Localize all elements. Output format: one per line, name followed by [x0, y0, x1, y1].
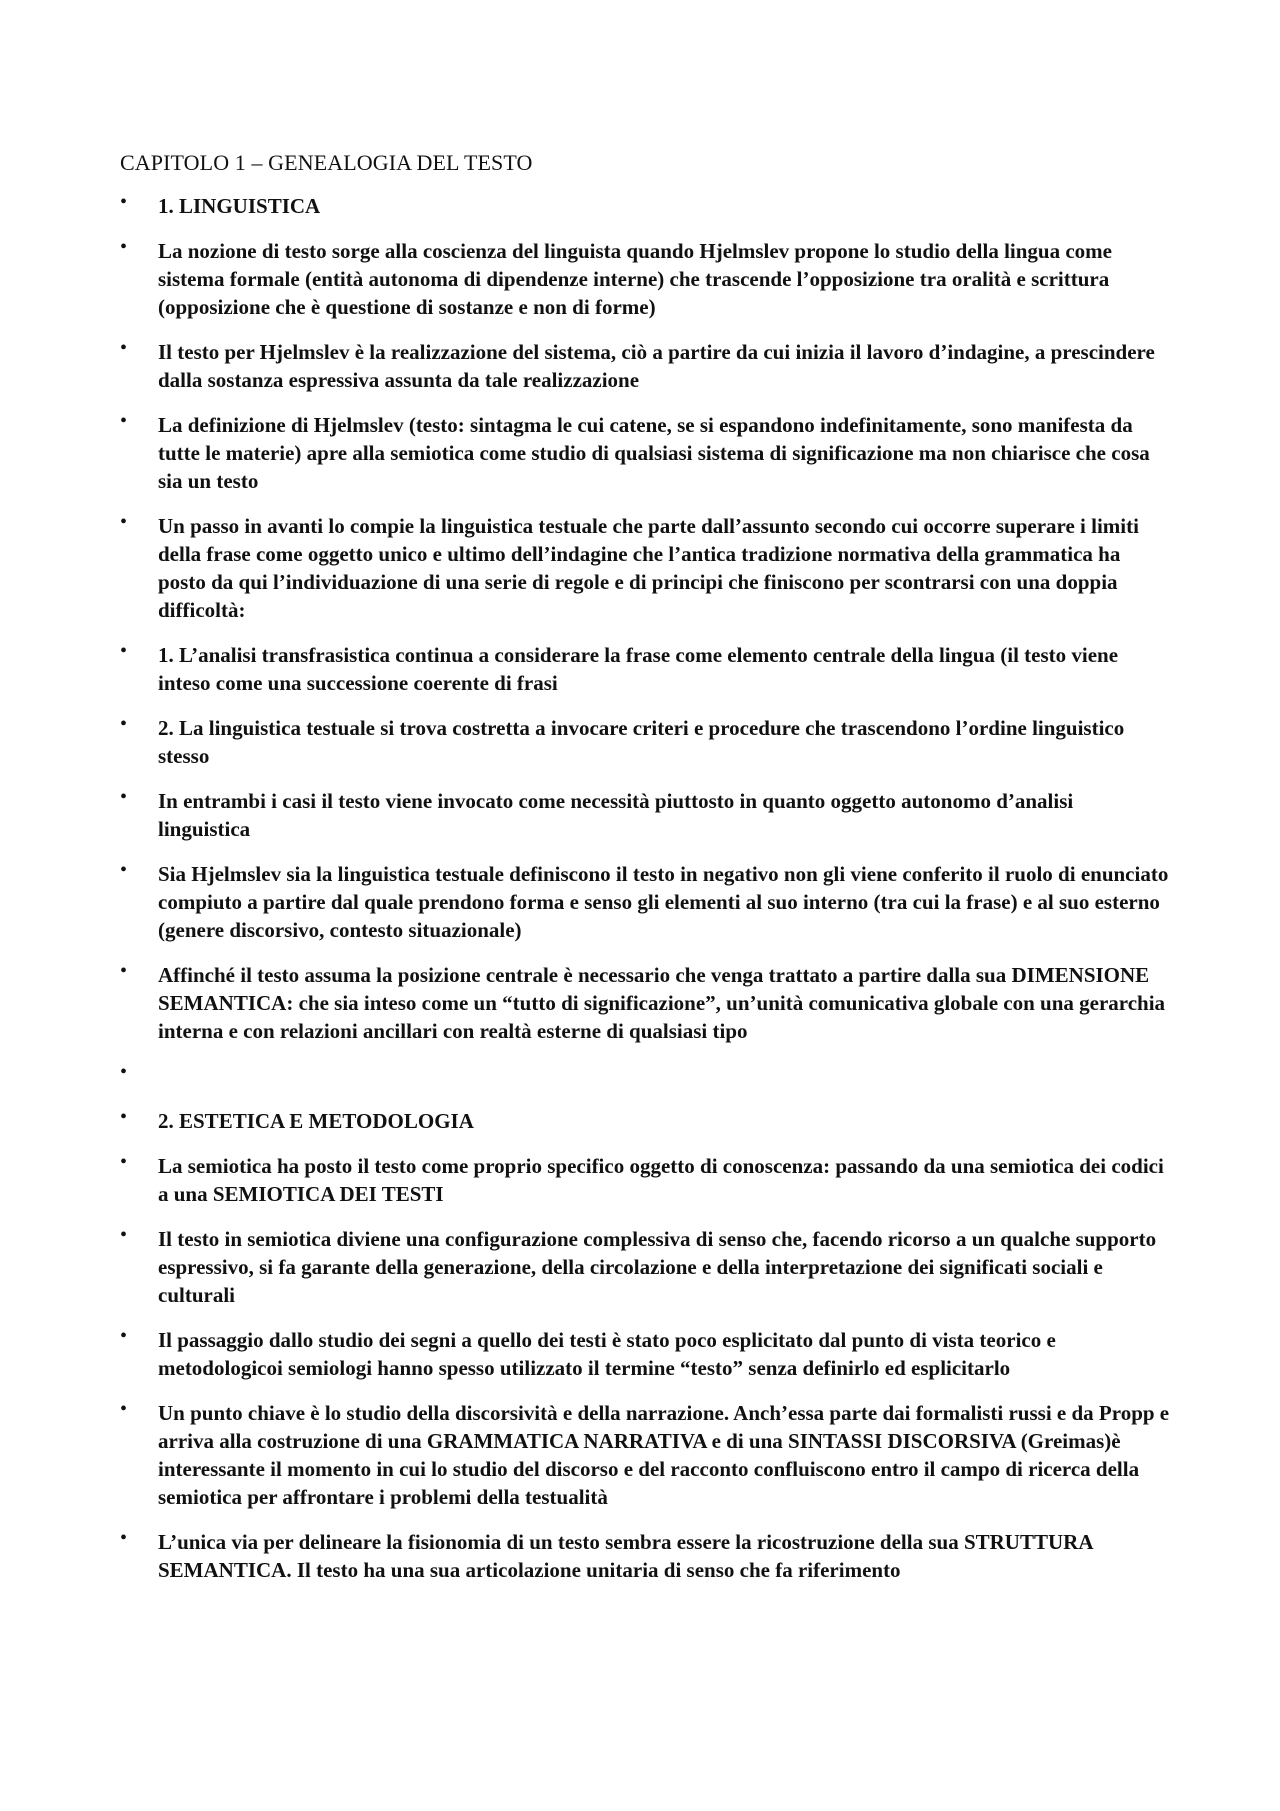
- list-item-text: L’unica via per delineare la fisionomia di un testo sembra essere la ricostruzione della sua STRUTTURA SEMANTICA. Il testo ha una sua articolazione unitaria di senso che fa riferimento: [158, 1530, 1093, 1582]
- list-item-text: La nozione di testo sorge alla coscienza del linguista quando Hjelmslev propone lo studio della lingua come sistema formale (entità autonoma di dipendenze interne) che trascende l’opposizione tra oralità e scrittura (opposizione che è questione di sostanze e non di forme): [158, 239, 1112, 319]
- bullet-icon: •: [120, 236, 128, 258]
- list-item: [120, 961, 1170, 1045]
- bullet-icon: •: [120, 1527, 128, 1549]
- list-item-text: 2. La linguistica testuale si trova costretta a invocare criteri e procedure che trascendono l’ordine linguistico stesso: [158, 716, 1125, 768]
- list-item: [120, 641, 1170, 697]
- list-item: [120, 1062, 1170, 1090]
- bullet-icon: •: [120, 859, 128, 881]
- list-item-text: In entrambi i casi il testo viene invocato come necessità piuttosto in quanto oggetto autonomo d’analisi linguistica: [158, 789, 1074, 841]
- chapter-title: CAPITOLO 1 – GENEALOGIA DEL TESTO: [120, 150, 533, 175]
- list-item-text: Un punto chiave è lo studio della discorsività e della narrazione. Anch’essa parte dai formalisti russi e da Propp e arriva alla costruzione di una GRAMMATICA NARRATIVA e di una SINTASSI DISCORSIVA (Greimas)è interessante il momento in cui lo studio del discorso e del racconto confluiscono entro il campo di ricerca della semiotica per affrontare i problemi della testualità: [158, 1401, 1170, 1509]
- bullet-icon: •: [120, 786, 128, 808]
- bullet-icon: •: [120, 1398, 128, 1420]
- list-item: [120, 714, 1170, 770]
- bullet-icon: •: [120, 960, 128, 982]
- bullet-icon: •: [120, 713, 128, 735]
- list-item-text: Sia Hjelmslev sia la linguistica testuale definiscono il testo in negativo non gli viene conferito il ruolo di enunciato compiuto a partire dal quale prendono forma e senso gli elementi al suo interno (tra cui la frase) e al suo esterno (genere discorsivo, contesto situazionale): [158, 862, 1169, 942]
- list-item: [120, 1399, 1170, 1511]
- list-item: [120, 1326, 1170, 1382]
- list-item-text: Affinché il testo assuma la posizione centrale è necessario che venga trattato a partire dalla sua DIMENSIONE SEMANTICA: che sia inteso come un “tutto di significazione”, un’unità comunicativa globale con una gerarchia interna e con relazioni ancillari con realtà esterne di qualsiasi tipo: [158, 963, 1166, 1043]
- bullet-icon: •: [120, 640, 128, 662]
- list-item-text: Il testo per Hjelmslev è la realizzazione del sistema, ciò a partire da cui inizia il lavoro d’indagine, a prescindere dalla sostanza espressiva assunta da tale realizzazione: [158, 340, 1155, 392]
- list-item: [120, 1528, 1170, 1584]
- list-item: [120, 192, 1170, 220]
- list-item: [120, 338, 1170, 394]
- document-page: [120, 148, 1170, 1601]
- list-item: [120, 1107, 1170, 1135]
- list-item: [120, 787, 1170, 843]
- list-item-text: 2. ESTETICA E METODOLOGIA: [158, 1109, 474, 1133]
- list-item: [120, 860, 1170, 944]
- bullet-icon: •: [120, 1224, 128, 1246]
- bullet-icon: •: [120, 1151, 128, 1173]
- list-item-text: 1. L’analisi transfrasistica continua a considerare la frase come elemento centrale della lingua (il testo viene inteso come una successione coerente di frasi: [158, 643, 1119, 695]
- bullet-list: [120, 192, 1170, 1584]
- list-item: [120, 411, 1170, 495]
- bullet-icon: •: [120, 191, 128, 213]
- list-item-text: 1. LINGUISTICA: [158, 194, 321, 218]
- bullet-icon: •: [120, 1061, 128, 1083]
- list-item-text: La definizione di Hjelmslev (testo: sintagma le cui catene, se si espandono indefinitamente, sono manifesta da tutte le materie) apre alla semiotica come studio di qualsiasi sistema di significazione ma non chiarisce che cosa sia un testo: [158, 413, 1150, 493]
- bullet-icon: •: [120, 1106, 128, 1128]
- bullet-icon: •: [120, 410, 128, 432]
- list-item-text: Il passaggio dallo studio dei segni a quello dei testi è stato poco esplicitato dal punto di vista teorico e metodologicoi semiologi hanno spesso utilizzato il termine “testo” senza definirlo ed esplicitarlo: [158, 1328, 1056, 1380]
- list-item: [120, 1152, 1170, 1208]
- bullet-icon: •: [120, 511, 128, 533]
- list-item-text: Un passo in avanti lo compie la linguistica testuale che parte dall’assunto secondo cui occorre superare i limiti della frase come oggetto unico e ultimo dell’indagine che l’antica tradizione normativa della grammatica ha posto da qui l’individuazione di una serie di regole e di principi che finiscono per scontrarsi con una doppia difficoltà:: [158, 514, 1139, 622]
- list-item: [120, 237, 1170, 321]
- bullet-icon: •: [120, 337, 128, 359]
- list-item-text: Il testo in semiotica diviene una configurazione complessiva di senso che, facendo ricorso a un qualche supporto espressivo, si fa garante della generazione, della circolazione e della interpretazione dei significati sociali e culturali: [158, 1227, 1157, 1307]
- list-item: [120, 512, 1170, 624]
- list-item: [120, 1225, 1170, 1309]
- list-item-text: La semiotica ha posto il testo come proprio specifico oggetto di conoscenza: passando da una semiotica dei codici a una SEMIOTICA DEI TESTI: [158, 1154, 1164, 1206]
- bullet-icon: •: [120, 1325, 128, 1347]
